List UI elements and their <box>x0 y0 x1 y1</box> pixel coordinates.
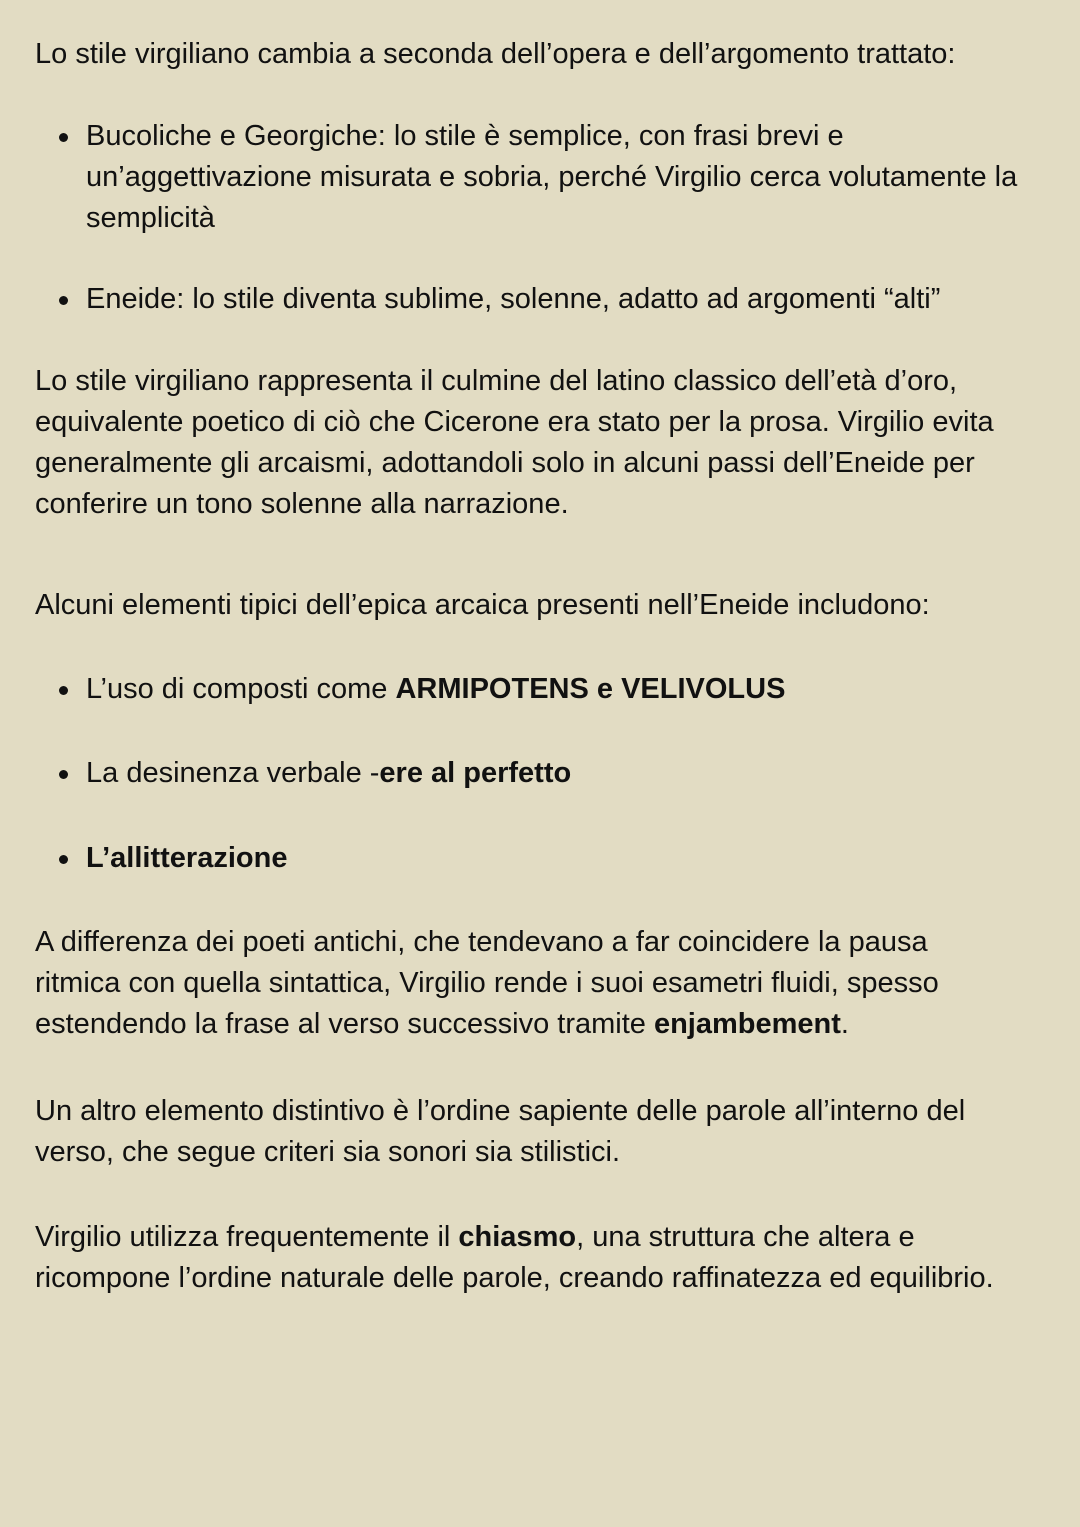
paragraph: Alcuni elementi tipici dell’epica arcaica presenti nell’Eneide includono: <box>35 589 930 621</box>
list-item <box>86 669 1046 710</box>
list-item-text: L’uso di composti come <box>86 673 396 705</box>
bullet-icon <box>59 296 68 305</box>
bullet-icon <box>59 770 68 779</box>
list-item <box>86 279 1046 320</box>
paragraph <box>35 922 995 1045</box>
text: A differenza dei poeti antichi, che tendevano a far coincidere la pausa ritmica con quella sintattica, Virgilio rende i suoi esametri fluidi, spesso estendendo la frase al verso successivo tramite <box>35 926 939 1040</box>
bold-text: enjambement <box>653 1008 841 1040</box>
paragraph: Lo stile virgiliano rappresenta il culmine del latino classico dell’età d’oro, equivalente poetico di ciò che Cicerone era stato per la prosa. Virgilio evita generalmente gli arcaismi, adottandoli solo in alcuni passi dell’Eneide per conferire un tono solenne alla narrazione. <box>35 365 994 520</box>
bold-text: chiasmo <box>458 1221 577 1253</box>
bullet-icon <box>59 133 68 142</box>
list-item <box>86 838 1046 879</box>
paragraph: Un altro elemento distintivo è l’ordine sapiente delle parole all’interno del verso, che segue criteri sia sonori sia stilistici. <box>35 1095 966 1168</box>
intro-paragraph: Lo stile virgiliano cambia a seconda dell’opera e dell’argomento trattato: <box>35 38 956 70</box>
list-item-text: Bucoliche e Georgiche: lo stile è semplice, con frasi brevi e un’aggettivazione misurata e sobria, perché Virgilio cerca volutamente la semplicità <box>86 120 1018 234</box>
list-item <box>86 116 1026 239</box>
text: . <box>840 1008 849 1040</box>
list-item <box>86 753 1046 794</box>
bold-text: L’allitterazione <box>86 842 288 874</box>
paragraph <box>35 1217 1055 1299</box>
bold-text: ARMIPOTENS e VELIVOLUS <box>395 673 786 705</box>
text: , una struttura che altera e ricompone l’ordine naturale delle parole, creando raffinatezza ed equilibrio. <box>35 1221 994 1294</box>
list-item-text: La desinenza verbale - <box>86 757 380 789</box>
bullet-icon <box>59 686 68 695</box>
bold-text: ere al perfetto <box>379 757 572 789</box>
text: Virgilio utilizza frequentemente il <box>35 1221 459 1253</box>
list-item-text: Eneide: lo stile diventa sublime, solenne, adatto ad argomenti “alti” <box>86 283 941 315</box>
bullet-icon <box>59 855 68 864</box>
